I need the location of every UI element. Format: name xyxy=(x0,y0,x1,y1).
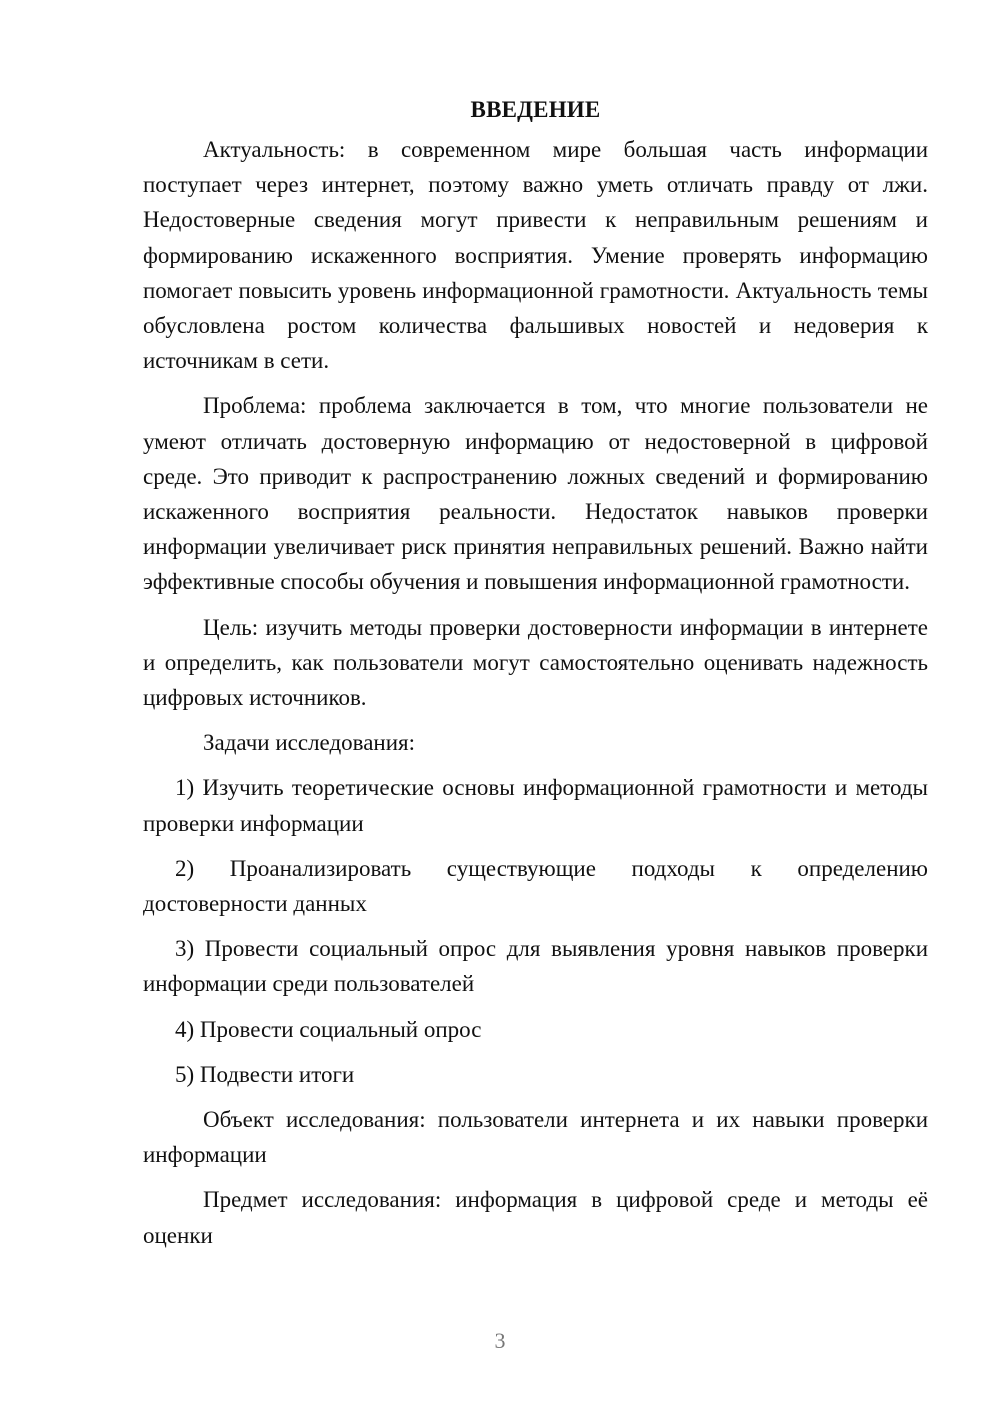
subject-paragraph: Предмет исследования: информация в цифровой среде и методы её оценки xyxy=(143,1187,928,1248)
list-item: 5) Подвести итоги xyxy=(175,1061,355,1087)
page-title: ВВЕДЕНИЕ xyxy=(470,97,601,122)
list-item: 4) Провести социальный опрос xyxy=(175,1016,482,1042)
object-paragraph: Объект исследования: пользователи интернета и их навыки проверки информации xyxy=(143,1107,928,1168)
page-number: 3 xyxy=(494,1328,506,1353)
problem-paragraph: Проблема: проблема заключается в том, что многие пользователи не умеют отличать достоверную информацию от недостоверной в цифровой среде. Это приводит к распространению ложных сведений и формированию искаженного восприятия реальности. Недостаток навыков проверки информации увеличивает риск принятия неправильных решений. Важно найти эффективные способы обучения и повышения информационной грамотности. xyxy=(143,393,928,595)
tasks-heading: Задачи исследования: xyxy=(203,730,416,756)
list-item: 3) Провести социальный опрос для выявления уровня навыков проверки информации среди пользователей xyxy=(143,936,928,997)
list-item: 2) Проанализировать существующие подходы к определению достоверности данных xyxy=(143,855,928,917)
document-page xyxy=(143,92,928,1263)
goal-paragraph: Цель: изучить методы проверки достоверности информации в интернете и определить, как пользователи могут самостоятельно оценивать надежность цифровых источников. xyxy=(143,614,928,711)
list-item: 1) Изучить теоретические основы информационной грамотности и методы проверки информации xyxy=(143,775,928,836)
relevance-paragraph: Актуальность: в современном мире большая часть информации поступает через интернет, поэтому важно уметь отличать правду от лжи. Недостоверные сведения могут привести к неправильным решениям и формированию искаженного восприятия. Умение проверять информацию помогает повысить уровень информационной грамотности. Актуальность темы обусловлена ростом количества фальшивых новостей и недоверия к источникам в сети. xyxy=(143,137,928,374)
tasks-list xyxy=(143,770,928,1092)
